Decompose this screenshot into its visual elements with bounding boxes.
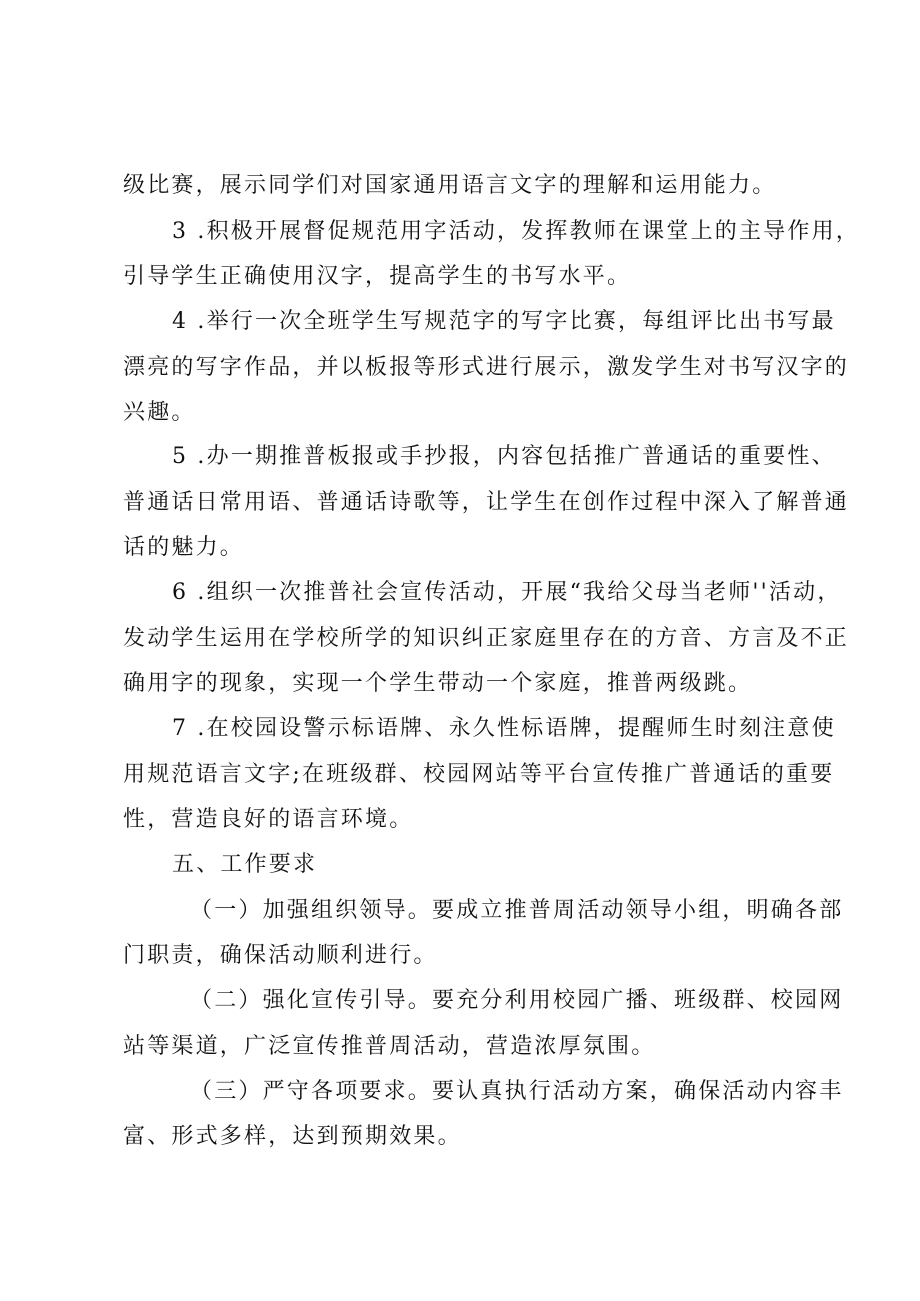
requirement-1-line-2: 门职责，确保活动顺利进行。 — [123, 943, 438, 968]
list-item-6-line-3: 确用字的现象，实现一个学生带动一个家庭，推普两级跳。 — [123, 671, 753, 696]
section-heading: 五、工作要求 — [172, 852, 318, 877]
list-item-7-line-3: 性，营造良好的语言环境。 — [123, 807, 414, 832]
list-item-3-line-2: 引导学生正确使用汉字，提高学生的书写水平。 — [123, 264, 632, 289]
text-line: 级比赛，展示同学们对国家通用语言文字的理解和运用能力。 — [123, 173, 777, 198]
list-item-3-line-1: 3 .积极开展督促规范用字活动，发挥教师在课堂上的主导作用， — [172, 219, 860, 244]
list-item-4-line-2: 漂亮的写字作品，并以板报等形式进行展示，激发学生对书写汉字的 — [123, 355, 850, 380]
requirement-1-line-1: （一）加强组织领导。要成立推普周活动领导小组，明确各部 — [190, 898, 844, 923]
requirement-3-line-1: （三）严守各项要求。要认真执行活动方案，确保活动内容丰 — [190, 1079, 844, 1104]
list-item-7-line-1: 7 .在校园设警示标语牌、永久性标语牌，提醒师生时刻注意使 — [172, 716, 836, 741]
list-item-4-line-3: 兴趣。 — [123, 400, 196, 425]
list-item-6-line-1: 6 .组织一次推普社会宣传活动，开展“我给父母当老师''活动， — [172, 580, 842, 605]
list-item-6-line-2: 发动学生运用在学校所学的知识纠正家庭里存在的方音、方言及不正 — [123, 626, 850, 651]
list-item-5-line-2: 普通话日常用语、普通话诗歌等，让学生在创作过程中深入了解普通 — [123, 490, 850, 515]
requirement-3-line-2: 富、形式多样，达到预期效果。 — [123, 1124, 462, 1149]
list-item-7-line-2: 用规范语言文字;在班级群、校园网站等平台宣传推广普通话的重要 — [123, 762, 835, 787]
list-item-5-line-1: 5 .办一期推普板报或手抄报，内容包括推广普通话的重要性、 — [172, 444, 836, 469]
list-item-5-line-3: 话的魅力。 — [123, 535, 245, 560]
requirement-2-line-1: （二）强化宣传引导。要充分利用校园广播、班级群、校园网 — [190, 988, 844, 1013]
list-item-4-line-1: 4 .举行一次全班学生写规范字的写字比赛，每组评比出书写最 — [172, 309, 836, 334]
requirement-2-line-2: 站等渠道，广泛宣传推普周活动，营造浓厚氛围。 — [123, 1034, 656, 1059]
